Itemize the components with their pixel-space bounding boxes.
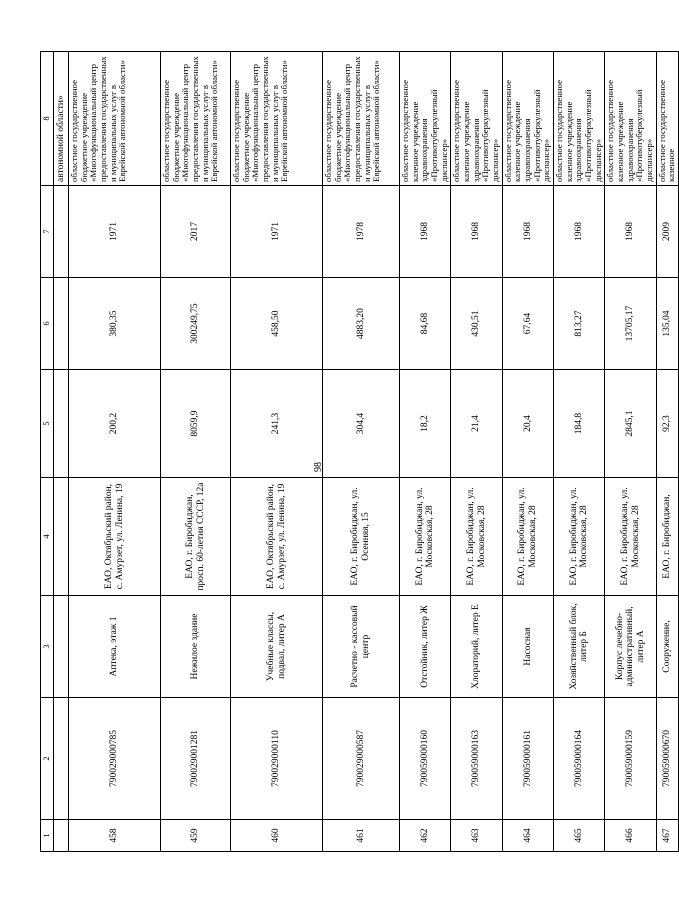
book-value-cell: 4883,20: [323, 278, 400, 370]
address-cell: ЕАО, г. Биробиджан, ул. Московская, 28: [451, 478, 502, 596]
holder-cell: областное государственное казенное учреждение здравоохранения «Противотуберкулезный диспансер»: [451, 52, 502, 186]
row-number-cell: 464: [502, 820, 553, 852]
row-number-cell: 467: [656, 820, 678, 852]
registry-code-cell: 790059000159: [605, 698, 656, 820]
book-value-cell: 300249,75: [161, 278, 231, 370]
year-cell: 1968: [502, 186, 553, 278]
row-number-cell: 466: [605, 820, 656, 852]
holder-cell: областное государственное бюджетное учреждение «Многофункциональный центр предоставления государственных и муниципальных услуг в Еврейской автономной области»: [69, 52, 161, 186]
registry-table-container: [40, 52, 677, 852]
continuation-row: [54, 52, 69, 852]
row-number-cell: 459: [161, 820, 231, 852]
holder-cell: областное государственное бюджетное учреждение «Многофункциональный центр предоставления государственных и муниципальных услуг в Еврейской автономной области»: [161, 52, 231, 186]
object-name-cell: Нежилое здание: [161, 596, 231, 698]
year-cell: 2017: [161, 186, 231, 278]
table-row: [323, 52, 400, 852]
area-cell: 8059,9: [161, 370, 231, 478]
object-name-cell: Насосная: [502, 596, 553, 698]
area-cell: 200,2: [69, 370, 161, 478]
year-cell: 2009: [656, 186, 678, 278]
registry-code-cell: 790059000670: [656, 698, 678, 820]
registry-code-cell: 790059000161: [502, 698, 553, 820]
book-value-cell: 813,27: [554, 278, 605, 370]
table-row: [161, 52, 231, 852]
empty-cell: [54, 278, 69, 370]
row-number-cell: 465: [554, 820, 605, 852]
table-row: [231, 52, 323, 852]
empty-cell: [54, 370, 69, 478]
holder-cell: областное государственное казенное учреждение здравоохранения «Противотуберкулезный диспансер»: [605, 52, 656, 186]
row-number-cell: 461: [323, 820, 400, 852]
holder-cell: областное государственное казенное учреждение здравоохранения «Противотуберкулезный диспансер»: [554, 52, 605, 186]
empty-cell: [54, 820, 69, 852]
continued-holder-text: автономной области»: [54, 52, 69, 186]
row-number-cell: 460: [231, 820, 323, 852]
area-cell: 2845,1: [605, 370, 656, 478]
book-value-cell: 430,51: [451, 278, 502, 370]
empty-cell: [54, 698, 69, 820]
table-row: [554, 52, 605, 852]
year-cell: 1971: [69, 186, 161, 278]
year-cell: 1968: [400, 186, 451, 278]
object-name-cell: Отстойник, литер Ж: [400, 596, 451, 698]
column-number-cell: 2: [41, 698, 54, 820]
book-value-cell: 458,50: [231, 278, 323, 370]
object-name-cell: Корпус лечебно-административный, литер А: [605, 596, 656, 698]
table-row: [451, 52, 502, 852]
year-cell: 1968: [451, 186, 502, 278]
year-cell: 1968: [554, 186, 605, 278]
year-cell: 1968: [605, 186, 656, 278]
address-cell: ЕАО, г. Биробиджан, ул. Осенняя, 15: [323, 478, 400, 596]
column-number-cell: 4: [41, 478, 54, 596]
area-cell: 92,3: [656, 370, 678, 478]
table-row: [69, 52, 161, 852]
object-name-cell: Сооружение,: [656, 596, 678, 698]
column-number-cell: 3: [41, 596, 54, 698]
row-number-cell: 463: [451, 820, 502, 852]
registry-code-cell: 790029000110: [231, 698, 323, 820]
address-cell: ЕАО, г. Биробиджан, ул. Московская, 28: [400, 478, 451, 596]
page-number: 98: [313, 462, 324, 472]
book-value-cell: 135,04: [656, 278, 678, 370]
column-number-cell: 5: [41, 370, 54, 478]
book-value-cell: 84,68: [400, 278, 451, 370]
empty-cell: [54, 596, 69, 698]
registry-code-cell: 790029001281: [161, 698, 231, 820]
area-cell: 304,4: [323, 370, 400, 478]
book-value-cell: 13705,17: [605, 278, 656, 370]
year-cell: 1971: [231, 186, 323, 278]
address-cell: ЕАО, г. Биробиджан, ул. Московская, 28: [502, 478, 553, 596]
registry-code-cell: 790059000160: [400, 698, 451, 820]
holder-cell: областное государственное бюджетное учреждение «Многофункциональный центр предоставления государственных и муниципальных услуг в Еврейской автономной области»: [231, 52, 323, 186]
object-name-cell: Учебные классы, подвал, литер А: [231, 596, 323, 698]
year-cell: 1978: [323, 186, 400, 278]
address-cell: ЕАО, г. Биробиджан, просп. 60-летия СССР, 12а: [161, 478, 231, 596]
address-cell: ЕАО, г. Биробиджан, ул. Московская, 28: [605, 478, 656, 596]
object-name-cell: Хозяйственный блок, литер Б: [554, 596, 605, 698]
column-number-cell: 1: [41, 820, 54, 852]
holder-cell: областное государственное бюджетное учреждение «Многофункциональный центр предоставления государственных и муниципальных услуг в Еврейской автономной области»: [323, 52, 400, 186]
row-number-cell: 462: [400, 820, 451, 852]
table-row: [605, 52, 656, 852]
area-cell: 20,4: [502, 370, 553, 478]
registry-code-cell: 790029000587: [323, 698, 400, 820]
address-cell: ЕАО, Октябрьский район, с. Амурзет, ул. Ленина, 19: [231, 478, 323, 596]
holder-cell: областное государственное казенное: [656, 52, 678, 186]
empty-cell: [54, 478, 69, 596]
book-value-cell: 67,64: [502, 278, 553, 370]
registry-code-cell: 790029000785: [69, 698, 161, 820]
area-cell: 241,3: [231, 370, 323, 478]
area-cell: 18,2: [400, 370, 451, 478]
object-name-cell: Аптека, этаж 1: [69, 596, 161, 698]
registry-code-cell: 790059000164: [554, 698, 605, 820]
address-cell: ЕАО, г. Биробиджан, ул. Московская, 28: [554, 478, 605, 596]
address-cell: ЕАО, г. Биробиджан,: [656, 478, 678, 596]
area-cell: 184,8: [554, 370, 605, 478]
table-row: [400, 52, 451, 852]
area-cell: 21,4: [451, 370, 502, 478]
empty-cell: [54, 186, 69, 278]
column-number-cell: 6: [41, 278, 54, 370]
column-number-cell: 7: [41, 186, 54, 278]
registry-code-cell: 790059000163: [451, 698, 502, 820]
column-number-row: [41, 52, 54, 852]
holder-cell: областное государственное казенное учреждение здравоохранения «Противотуберкулезный диспансер»: [502, 52, 553, 186]
object-name-cell: Хлораторий, литер Е: [451, 596, 502, 698]
row-number-cell: 458: [69, 820, 161, 852]
table-row: [656, 52, 678, 852]
column-number-cell: 8: [41, 52, 54, 186]
table-row: [502, 52, 553, 852]
object-name-cell: Расчетно - кассовый центр: [323, 596, 400, 698]
holder-cell: областное государственное казенное учреждение здравоохранения «Противотуберкулезный диспансер»: [400, 52, 451, 186]
book-value-cell: 380,35: [69, 278, 161, 370]
address-cell: ЕАО, Октябрьский район, с. Амурзет, ул. Ленина, 19: [69, 478, 161, 596]
registry-table: [40, 51, 679, 852]
